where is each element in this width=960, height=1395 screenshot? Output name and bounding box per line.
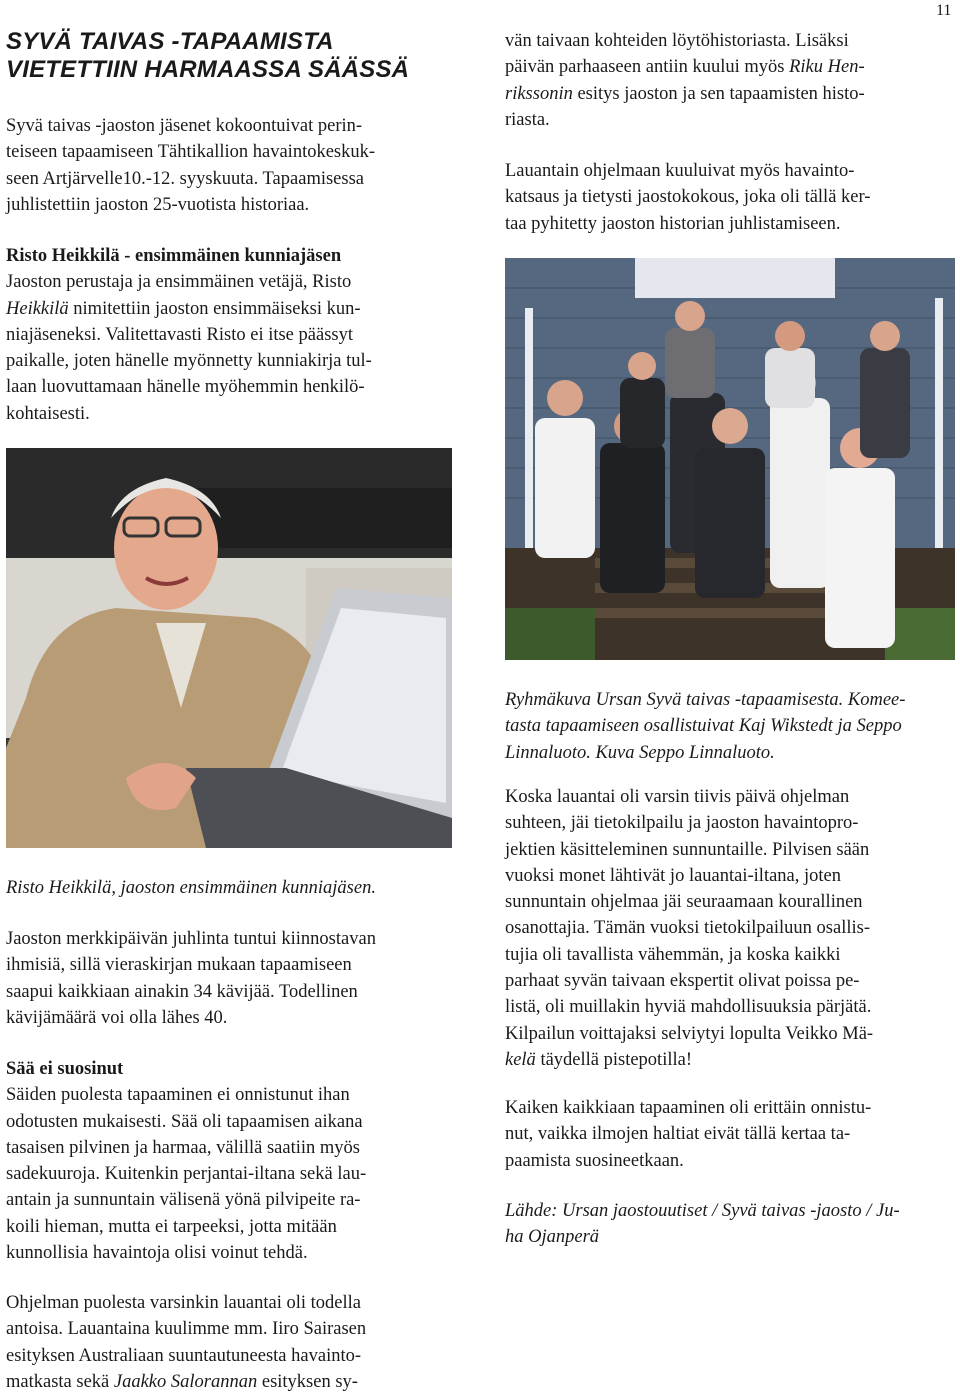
section-line: kohtaisesti. xyxy=(6,403,90,424)
paragraph-line: saapui kaikkiaan ainakin 34 kävijää. Todellinen xyxy=(6,981,358,1002)
paragraph-line: nut, vaikka ilmojen haltiat eivät tällä kertaa ta- xyxy=(505,1124,851,1145)
section-line: Jaoston perustaja ja ensimmäinen vetäjä, Risto xyxy=(6,272,352,293)
title-line-1: SYVÄ TAIVAS -TAPAAMISTA xyxy=(6,28,334,55)
article-title xyxy=(6,28,466,84)
paragraph-line: jektien käsitteleminen sunnuntaille. Pilvisen sään xyxy=(505,839,870,860)
paragraph-final xyxy=(505,1095,955,1174)
paragraph-line: parhaat syvän taivaan ekspertit olivat poissa pe- xyxy=(505,971,860,992)
section-line: tasaisen pilvinen ja harmaa, välillä saatiin myös xyxy=(6,1137,360,1158)
paragraph-line: paamista suosineetkaan. xyxy=(505,1150,684,1171)
section-line: antain ja sunnuntain välisenä yönä pilvipeite ra- xyxy=(6,1190,361,1211)
intro-paragraph xyxy=(6,113,466,218)
person-name: Riku Hen- xyxy=(789,57,865,78)
paragraph-saturday xyxy=(505,158,955,237)
line-text: täydellä pistepotilla! xyxy=(535,1049,692,1070)
intro-line: Syvä taivas -jaoston jäsenet kokoontuivat perin- xyxy=(6,116,363,136)
line-text: päivän parhaaseen antiin kuului myös xyxy=(505,57,790,78)
title-line-2: VIETETTIIN HARMAASSA SÄÄSSÄ xyxy=(6,56,410,83)
section-line: paikalle, joten hänelle myönnetty kunniakirja tul- xyxy=(6,351,372,372)
person-name: kelä xyxy=(505,1049,536,1070)
paragraph-quiz xyxy=(505,784,955,1073)
paragraph-line: taa pyhitetty jaoston historian juhlistamiseen. xyxy=(505,213,841,234)
intro-line: juhlistettiin jaoston 25-vuotista historiaa. xyxy=(6,194,310,215)
section-honorary-member xyxy=(6,243,466,427)
paragraph-line: Jaoston merkkipäivän juhlinta tuntui kiinnostavan xyxy=(6,929,376,949)
caption-line: tasta tapaamiseen osallistuivat Kaj Wikstedt ja Seppo xyxy=(505,716,902,737)
paragraph-line: riasta. xyxy=(505,109,550,130)
source-credit xyxy=(505,1198,955,1251)
photo-caption-risto xyxy=(6,875,466,901)
paragraph-visitors xyxy=(6,926,466,1031)
section-heading: Risto Heikkilä - ensimmäinen kunniajäsen xyxy=(6,246,342,266)
person-name: Heikkilä xyxy=(6,298,69,319)
section-line: laan luovuttamaan hänelle myöhemmin henkilö- xyxy=(6,377,365,398)
paragraph-line xyxy=(6,1369,466,1395)
paragraph-line: Lauantain ohjelmaan kuuluivat myös havainto- xyxy=(505,161,855,181)
section-line: odotusten mukaisesti. Sää oli tapaamisen aikana xyxy=(6,1111,363,1132)
caption-line: Ryhmäkuva Ursan Syvä taivas -tapaamisesta. Komee- xyxy=(505,690,906,710)
photo-group-image xyxy=(505,258,955,660)
section-line: sadekuuroja. Kuitenkin perjantai-iltana sekä lau- xyxy=(6,1164,367,1185)
source-line: ha Ojanperä xyxy=(505,1227,600,1248)
paragraph-line: sunnuntain ohjelmaa jäi seuraamaan kourallinen xyxy=(505,892,863,913)
intro-line: seen Artjärvelle10.-12. syyskuuta. Tapaamisessa xyxy=(6,168,364,189)
section-line: kunnollisia havaintoja olisi voinut tehdä. xyxy=(6,1243,308,1264)
paragraph-line: kävijämäärä voi olla lähes 40. xyxy=(6,1007,228,1028)
paragraph-program xyxy=(6,1290,466,1395)
paragraph-line: Koska lauantai oli varsin tiivis päivä ohjelman xyxy=(505,787,850,807)
paragraph-line xyxy=(505,54,955,80)
paragraph-line: katsaus ja tietysti jaostokokous, joka oli tällä ker- xyxy=(505,187,871,208)
paragraph-line: listä, oli muillakin hyviä mahdollisuuksia pärjätä. xyxy=(505,997,872,1018)
paragraph-line: osanottajia. Tämän vuoksi tietokilpailuun osallis- xyxy=(505,918,870,939)
section-line: Säiden puolesta tapaaminen ei onnistunut ihan xyxy=(6,1085,350,1106)
paragraph-line: suhteen, jäi tietokilpailu ja jaoston havaintopro- xyxy=(505,813,859,834)
section-line xyxy=(6,296,466,322)
line-text: esityksen sy- xyxy=(257,1371,358,1392)
person-name: Jaakko Salorannan xyxy=(113,1371,258,1392)
section-heading: Sää ei suosinut xyxy=(6,1059,124,1079)
section-line: niajäseneksi. Valitettavasti Risto ei itse päässyt xyxy=(6,324,353,345)
paragraph-line: Kilpailun voittajaksi selviytyi lopulta Veikko Mä- xyxy=(505,1023,874,1044)
paragraph-line: vän taivaan kohteiden löytöhistoriasta. Lisäksi xyxy=(505,31,849,51)
paragraph-line: vuoksi monet lähtivät jo lauantai-iltana, joten xyxy=(505,865,841,886)
photo-risto-heikkila-image xyxy=(6,448,452,848)
caption-line: Linnaluoto. Kuva Seppo Linnaluoto. xyxy=(505,742,775,763)
caption-text: Risto Heikkilä, jaoston ensimmäinen kunniajäsen. xyxy=(6,878,376,898)
paragraph-line: esityksen Australiaan suuntautuneesta havainto- xyxy=(6,1345,362,1366)
paragraph-line: tujia oli tavallista vähemmän, ja koska kaikki xyxy=(505,944,841,965)
photo-risto-heikkila xyxy=(6,448,452,848)
source-line: Lähde: Ursan jaostouutiset / Syvä taivas -jaosto / Ju- xyxy=(505,1201,900,1221)
section-line-text: nimitettiin jaoston ensimmäiseksi kun- xyxy=(68,298,361,319)
paragraph-line: Ohjelman puolesta varsinkin lauantai oli todella xyxy=(6,1293,362,1313)
paragraph-continued xyxy=(505,28,955,133)
paragraph-line: ihmisiä, sillä vieraskirjan mukaan tapaamiseen xyxy=(6,955,352,976)
section-weather xyxy=(6,1056,466,1266)
paragraph-line xyxy=(505,81,955,107)
page-number: 11 xyxy=(936,2,952,19)
line-text: matkasta sekä xyxy=(6,1371,114,1392)
intro-line: teiseen tapaamiseen Tähtikallion havaintokeskuk- xyxy=(6,142,376,163)
photo-group xyxy=(505,258,955,660)
paragraph-line: antoisa. Lauantaina kuulimme mm. Iiro Sairasen xyxy=(6,1319,367,1340)
paragraph-line: Kaiken kaikkiaan tapaaminen oli erittäin onnistu- xyxy=(505,1098,872,1118)
section-line: koili hieman, mutta ei tarpeeksi, jotta mitään xyxy=(6,1216,337,1237)
photo-caption-group xyxy=(505,687,955,766)
paragraph-line xyxy=(505,1047,955,1073)
person-name: rikssonin xyxy=(505,83,573,104)
line-text: esitys jaoston ja sen tapaamisten histo- xyxy=(572,83,865,104)
